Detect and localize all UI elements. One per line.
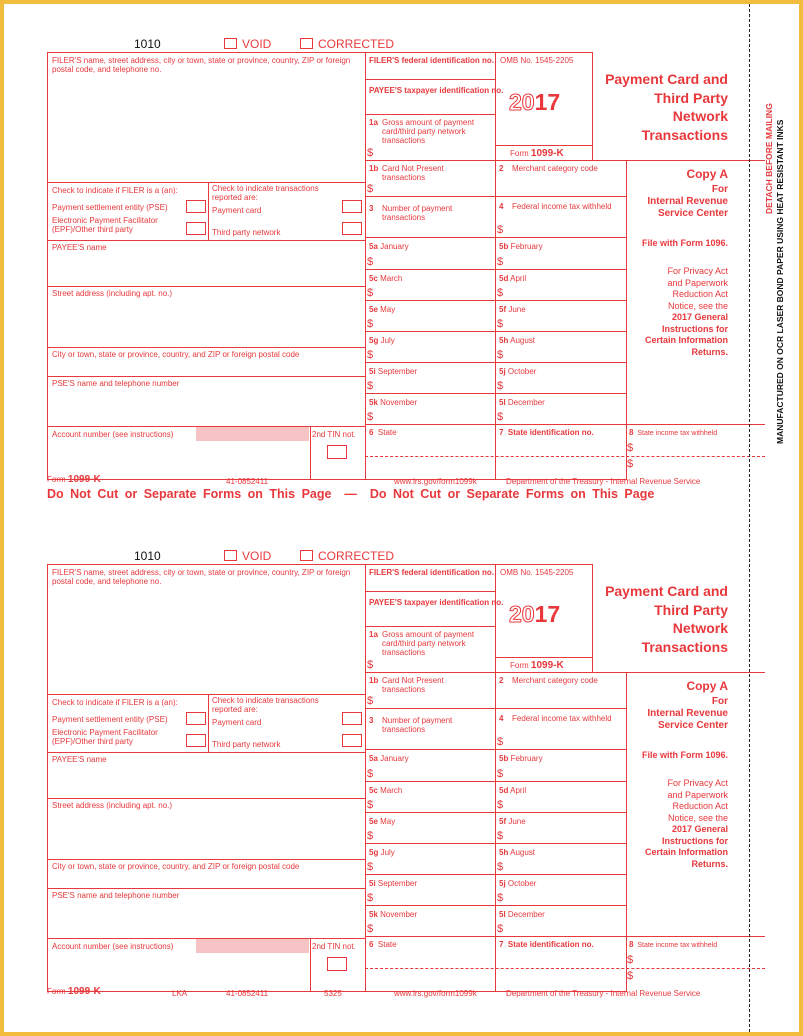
epf-label: Electronic Payment Facilitator (EPF)/Other third party <box>52 728 158 746</box>
filer-name-label: FILER'S name, street address, city or town, state or province, country, ZIP or foreign postal code, and telephone no. <box>52 568 351 586</box>
box4-num: 4 <box>499 714 504 723</box>
city-label: City or town, state or province, country, and ZIP or foreign postal code <box>52 350 300 359</box>
box1b-dollar: $ <box>367 183 374 195</box>
box3-num: 3 <box>369 204 374 213</box>
footer-url: www.irs.gov/form1099k <box>394 989 477 998</box>
month-apr: 5d April <box>499 786 527 795</box>
payee-name-label: PAYEE'S name <box>52 243 107 252</box>
do-not-cut-warning: Do Not Cut or Separate Forms on This Page — Do Not Cut or Separate Forms on This Page <box>47 487 655 501</box>
form-code: 1010 <box>134 549 161 563</box>
payment-card-label: Payment card <box>212 206 262 215</box>
tin-checkbox[interactable] <box>327 957 347 971</box>
box3-num: 3 <box>369 716 374 725</box>
month-jul: 5g July <box>369 336 395 345</box>
box1a-num: 1a <box>369 630 378 639</box>
pse-phone-label: PSE'S name and telephone number <box>52 891 180 900</box>
tin-label: 2nd TIN not. <box>312 942 356 951</box>
box1a-num: 1a <box>369 118 378 127</box>
box6-label: 6 State <box>369 428 397 437</box>
void-box[interactable] <box>224 550 237 561</box>
perforation-line <box>749 4 750 1032</box>
epf-checkbox[interactable] <box>186 222 206 235</box>
box1b-num: 1b <box>369 164 379 173</box>
manufactured-notice: MANUFACTURED ON OCR LASER BOND PAPER USING HEAT RESISTANT INKS <box>775 119 785 444</box>
corrected-label: CORRECTED <box>318 37 395 51</box>
account-shaded-field[interactable] <box>196 939 309 953</box>
footer-form-id: Form 1099-K <box>47 986 101 997</box>
corrected-label: CORRECTED <box>318 549 395 563</box>
filer-check-label: Check to indicate if FILER is a (an): <box>52 698 178 707</box>
box4-label: Federal income tax withheld <box>512 202 612 211</box>
irs-center: Internal Revenue Service Center <box>647 196 728 219</box>
pse-checkbox[interactable] <box>186 200 206 213</box>
footer-dept: Department of the Treasury - Internal Revenue Service <box>506 989 701 998</box>
irs-center: Internal Revenue Service Center <box>647 708 728 731</box>
month-feb: 5b February <box>499 754 543 763</box>
form-sheet <box>4 4 799 1032</box>
payment-card-checkbox[interactable] <box>342 712 362 725</box>
box2-num: 2 <box>499 164 504 173</box>
void-checkbox[interactable] <box>224 38 271 50</box>
box1b-label: Card Not Present transactions <box>382 676 444 694</box>
month-feb: 5b February <box>499 242 543 251</box>
detach-notice: DETACH BEFORE MAILING <box>764 103 774 214</box>
omb-form-id: Form 1099-K <box>510 148 564 159</box>
corrected-checkbox[interactable] <box>300 550 394 562</box>
month-nov: 5k November <box>369 398 418 407</box>
box1a-dollar: $ <box>367 659 374 671</box>
void-checkbox[interactable] <box>224 550 271 562</box>
third-party-checkbox[interactable] <box>342 734 362 747</box>
file-with: File with Form 1096. <box>641 238 728 248</box>
month-dec: 5l December <box>499 910 545 919</box>
box4-num: 4 <box>499 202 504 211</box>
month-dec: 5l December <box>499 398 545 407</box>
box2-label: Merchant category code <box>512 676 598 685</box>
third-party-checkbox[interactable] <box>342 222 362 235</box>
tin-checkbox[interactable] <box>327 445 347 459</box>
file-with: File with Form 1096. <box>641 750 728 760</box>
privacy-notice: For Privacy Act and Paperwork Reduction Act Notice, see the 2017 General Instructions for Certain Information Returns. <box>644 266 728 357</box>
city-label: City or town, state or province, country, and ZIP or foreign postal code <box>52 862 300 871</box>
month-jan: 5a January <box>369 242 409 251</box>
copy-a-label: Copy A <box>686 167 728 181</box>
box7-label: 7 State identification no. <box>499 940 594 949</box>
street-label: Street address (including apt. no.) <box>52 289 173 298</box>
box1b-num: 1b <box>369 676 379 685</box>
form-copy-top: 1010 VOID CORRECTED FILER'S name, street address, city or town, state or province, country, ZIP or foreign postal code, and telephone no. Check to indicate if FILER is a (an): Payment settlement entity (PSE) Electronic Payment Facilitator (EPF)/Other third party Check to indicate transactions reported are: Payment card Third party network PAYEE'S name Street address (including apt. no.) City or town, state or province, country, and ZIP or foreign postal code PSE'S name and telephone number Account number (see instructions) 2nd TIN not. FILER'S federal identification no. PAYEE'S taxpayer identification no. 1a Gross amount of payment card/third party network transactions $ 1b Card Not Present transactions $ 2 Merchant category code 3 Number of payment transactions 4 Federal income tax withheld $ 5a January $ 5b February $ 5c March $ 5d April $ 5e May $ 5f June $ 5g July $ 5h August $ 5i September $ 5j October $ 5k November $ 5l December $ 6 State 7 State identification no. 8 State income tax withheld $ $ OMB No. 1545-2205 2017 Form 1099-K Payment Card and Third Party Network Transactions Copy A For Internal Revenue Service Center File with Form 1096. For Privacy Act and Paperwork Reduction Act Notice, see the 2017 General Instructions for Certain Information Returns. Form 1099-K 41-0852411 www.irs.gov/form1099k Department of the Treasury - Internal Revenue Service Do Not Cut or Separate Forms on This Page — Do Not Cut or Separate Forms on This Page <box>4 4 799 504</box>
payee-tin-label: PAYEE'S taxpayer identification no. <box>369 598 504 607</box>
epf-checkbox[interactable] <box>186 734 206 747</box>
side-text <box>764 103 786 444</box>
third-party-label: Third party network <box>212 228 281 237</box>
void-label: VOID <box>242 37 272 51</box>
form-title: Payment Card and Third Party Network Transactions <box>605 71 728 143</box>
filer-tin-label: FILER'S federal identification no. <box>369 568 495 577</box>
month-apr: 5d April <box>499 274 527 283</box>
month-sep: 5i September <box>369 879 418 888</box>
month-sep: 5i September <box>369 367 418 376</box>
box1b-label: Card Not Present transactions <box>382 164 444 182</box>
filer-tin-label: FILER'S federal identification no. <box>369 56 495 65</box>
footer-lka: LKA <box>172 989 188 998</box>
payment-card-checkbox[interactable] <box>342 200 362 213</box>
month-may: 5e May <box>369 817 396 826</box>
copy-a-label: Copy A <box>686 679 728 693</box>
box8-label: 8 State income tax withheld <box>629 428 718 437</box>
month-oct: 5j October <box>499 879 537 888</box>
box1a-label: Gross amount of payment card/third party network transactions <box>382 630 475 657</box>
month-jul: 5g July <box>369 848 395 857</box>
box1a-label: Gross amount of payment card/third party network transactions <box>382 118 475 145</box>
payment-card-label: Payment card <box>212 718 262 727</box>
footer-5325: 5325 <box>324 989 342 998</box>
form-title: Payment Card and Third Party Network Transactions <box>605 583 728 655</box>
pse-label: Payment settlement entity (PSE) <box>52 203 168 212</box>
epf-label: Electronic Payment Facilitator (EPF)/Other third party <box>52 216 158 234</box>
copy-for: For <box>711 696 728 707</box>
payee-name-label: PAYEE'S name <box>52 755 107 764</box>
payee-tin-label: PAYEE'S taxpayer identification no. <box>369 86 504 95</box>
filer-name-field[interactable] <box>48 591 364 693</box>
omb-form-id: Form 1099-K <box>510 660 564 671</box>
omb-number: OMB No. 1545-2205 <box>500 568 574 577</box>
box4-label: Federal income tax withheld <box>512 714 612 723</box>
filer-name-label: FILER'S name, street address, city or town, state or province, country, ZIP or foreign postal code, and telephone no. <box>52 56 351 74</box>
box7-label: 7 State identification no. <box>499 428 594 437</box>
form-code: 1010 <box>134 37 161 51</box>
box3-label: Number of payment transactions <box>382 204 453 222</box>
third-party-label: Third party network <box>212 740 281 749</box>
footer-dept: Department of the Treasury - Internal Revenue Service <box>506 477 701 486</box>
month-aug: 5h August <box>499 336 536 345</box>
account-shaded-field[interactable] <box>196 427 309 441</box>
month-oct: 5j October <box>499 367 537 376</box>
tax-year: 2017 <box>509 89 561 115</box>
footer-cat-code: 41-0852411 <box>226 477 269 486</box>
tin-label: 2nd TIN not. <box>312 430 356 439</box>
box4-dollar: $ <box>497 736 504 748</box>
void-box[interactable] <box>224 38 237 49</box>
pse-checkbox[interactable] <box>186 712 206 725</box>
tax-year: 2017 <box>509 601 561 627</box>
omb-number: OMB No. 1545-2205 <box>500 56 574 65</box>
month-jun: 5f June <box>499 817 526 826</box>
corrected-box[interactable] <box>300 550 313 561</box>
void-label: VOID <box>242 549 272 563</box>
pse-label: Payment settlement entity (PSE) <box>52 715 168 724</box>
footer-form-id: Form 1099-K <box>47 474 101 485</box>
month-nov: 5k November <box>369 910 418 919</box>
footer-cat-code: 41-0852411 <box>226 989 269 998</box>
txn-label: Check to indicate transactions reported are: <box>212 696 319 714</box>
month-mar: 5c March <box>369 274 403 283</box>
box8-label: 8 State income tax withheld <box>629 940 718 949</box>
copy-for: For <box>711 184 728 195</box>
corrected-box[interactable] <box>300 38 313 49</box>
street-label: Street address (including apt. no.) <box>52 801 173 810</box>
box1b-dollar: $ <box>367 695 374 707</box>
month-may: 5e May <box>369 305 396 314</box>
form-copy-bottom: 1010 VOID CORRECTED FILER'S name, street address, city or town, state or province, country, ZIP or foreign postal code, and telephone no. Check to indicate if FILER is a (an): Payment settlement entity (PSE) Electronic Payment Facilitator (EPF)/Other third party Check to indicate transactions reported are: Payment card Third party network PAYEE'S name Street address (including apt. no.) City or town, state or province, country, and ZIP or foreign postal code PSE'S name and telephone number Account number (see instructions) 2nd TIN not. FILER'S federal identification no. PAYEE'S taxpayer identification no. 1a Gross amount of payment card/third party network transactions $ 1b Card Not Present transactions $ 2 Merchant category code 3 Number of payment transactions 4 Federal income tax withheld $ 5a January $ 5b February $ 5c March $ 5d April $ 5e May $ 5f June $ 5g July $ 5h August $ 5i September $ 5j October $ 5k November $ 5l December $ 6 State 7 State identification no. 8 State income tax withheld $ $ OMB No. 1545-2205 2017 Form 1099-K Payment Card and Third Party Network Transactions Copy A For Internal Revenue Service Center File with Form 1096. For Privacy Act and Paperwork Reduction Act Notice, see the 2017 General Instructions for Certain Information Returns. Form 1099-K LKA 41-0852411 5325 www.irs.gov/form1099k Department of the Treasury - Internal Revenue Service <box>4 516 799 1016</box>
box2-num: 2 <box>499 676 504 685</box>
box3-label: Number of payment transactions <box>382 716 453 734</box>
filer-check-label: Check to indicate if FILER is a (an): <box>52 186 178 195</box>
month-jan: 5a January <box>369 754 409 763</box>
txn-label: Check to indicate transactions reported are: <box>212 184 319 202</box>
account-label: Account number (see instructions) <box>52 942 174 951</box>
month-jun: 5f June <box>499 305 526 314</box>
box4-dollar: $ <box>497 224 504 236</box>
account-label: Account number (see instructions) <box>52 430 174 439</box>
month-mar: 5c March <box>369 786 403 795</box>
privacy-notice: For Privacy Act and Paperwork Reduction Act Notice, see the 2017 General Instructions for Certain Information Returns. <box>644 778 728 869</box>
corrected-checkbox[interactable] <box>300 38 394 50</box>
box6-label: 6 State <box>369 940 397 949</box>
box1a-dollar: $ <box>367 147 374 159</box>
pse-phone-label: PSE'S name and telephone number <box>52 379 180 388</box>
filer-name-field[interactable] <box>48 79 364 181</box>
box2-label: Merchant category code <box>512 164 598 173</box>
month-aug: 5h August <box>499 848 536 857</box>
footer-url: www.irs.gov/form1099k <box>394 477 477 486</box>
